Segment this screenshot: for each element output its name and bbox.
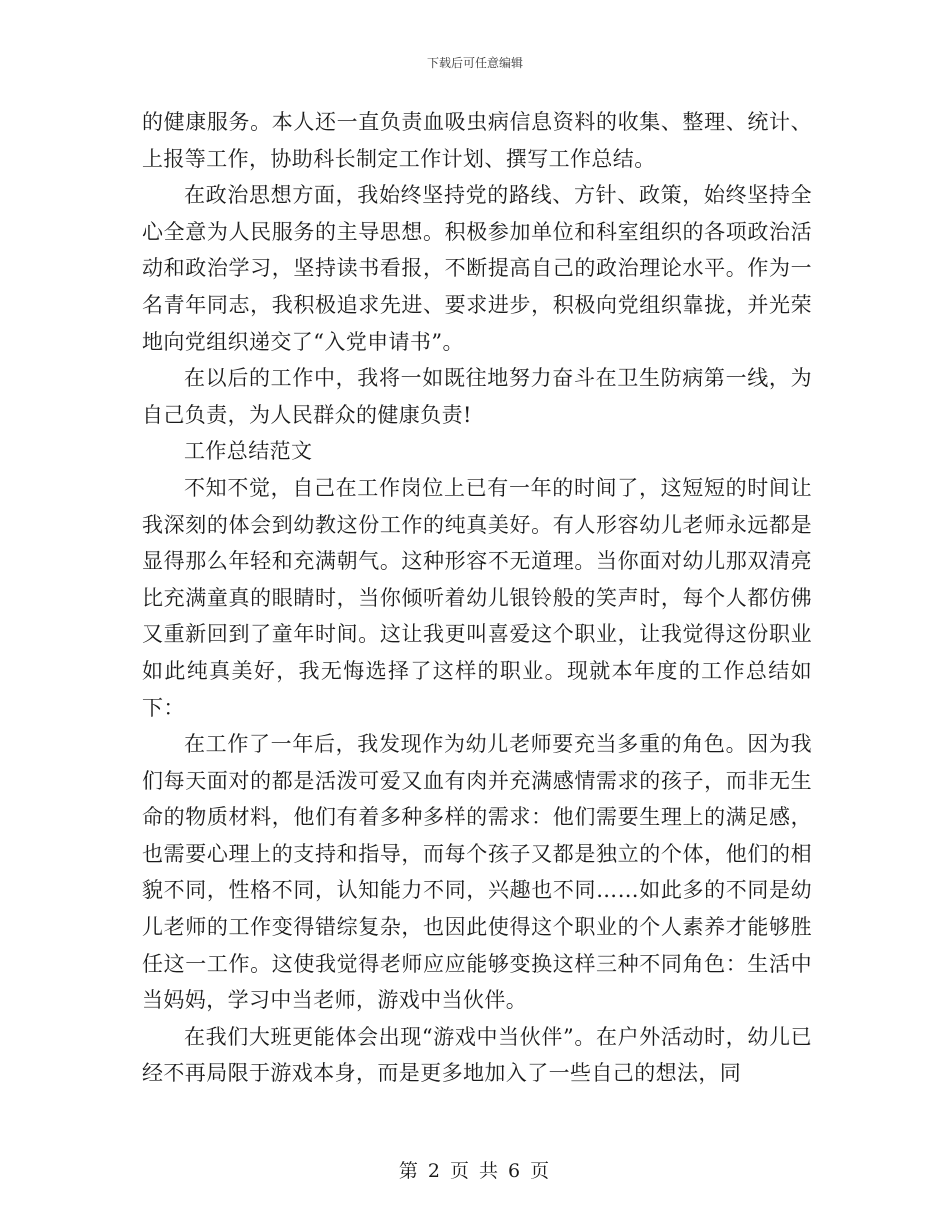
paragraph-2: 在政治思想方面，我始终坚持党的路线、方针、政策，始终坚持全心全意为人民服务的主导思想。积极参加单位和科室组织的各项政治活动和政治学习，坚持读书看报，不断提高自己的政治理论水平。作为一名青年同志，我积极追求先进、要求进步，积极向党组织靠拢，并光荣地向党组织递交了“入党申请书”。 [142, 183, 812, 354]
paragraph-1: 的健康服务。本人还一直负责血吸虫病信息资料的收集、整理、统计、上报等工作，协助科长制定工作计划、撰写工作总结。 [142, 110, 812, 171]
document-body [142, 104, 812, 1092]
page-number: 第 2 页 共 6 页 [398, 1160, 552, 1182]
paragraph-6: 在我们大班更能体会出现“游戏中当伙伴”。在户外活动时，幼儿已经不再局限于游戏本身，而是更多地加入了一些自己的想法，同 [142, 1024, 812, 1086]
section-heading: 工作总结范文 [184, 439, 313, 464]
paragraph-5: 在工作了一年后，我发现作为幼儿老师要充当多重的角色。因为我们每天面对的都是活泼可爱又血有肉并充满感情需求的孩子，而非无生命的物质材料，他们有着多种多样的需求：他们需要生理上的满足感，也需要心理上的支持和指导，而每个孩子又都是独立的个体，他们的相貌不同，性格不同，认知能力不同，兴趣也不同……如此多的不同是幼儿老师的工作变得错综复杂，也因此使得这个职业的个人素养才能够胜任这一工作。这使我觉得老师应应能够变换这样三种不同角色：生活中当妈妈，学习中当老师，游戏中当伙伴。 [142, 732, 812, 1013]
page-header-note: 下载后可任意编辑 [426, 56, 523, 70]
paragraph-3: 在以后的工作中，我将一如既往地努力奋斗在卫生防病第一线，为自己负责，为人民群众的健康负责! [142, 366, 812, 427]
paragraph-4: 不知不觉，自己在工作岗位上已有一年的时间了，这短短的时间让我深刻的体会到幼教这份工作的纯真美好。有人形容幼儿老师永远都是显得那么年轻和充满朝气。这种形容不无道理。当你面对幼儿那双清亮比充满童真的眼睛时，当你倾听着幼儿银铃般的笑声时，每个人都仿佛又重新回到了童年时间。这让我更叫喜爱这个职业，让我觉得这份职业如此纯真美好，我无悔选择了这样的职业。现就本年度的工作总结如下： [142, 475, 812, 720]
